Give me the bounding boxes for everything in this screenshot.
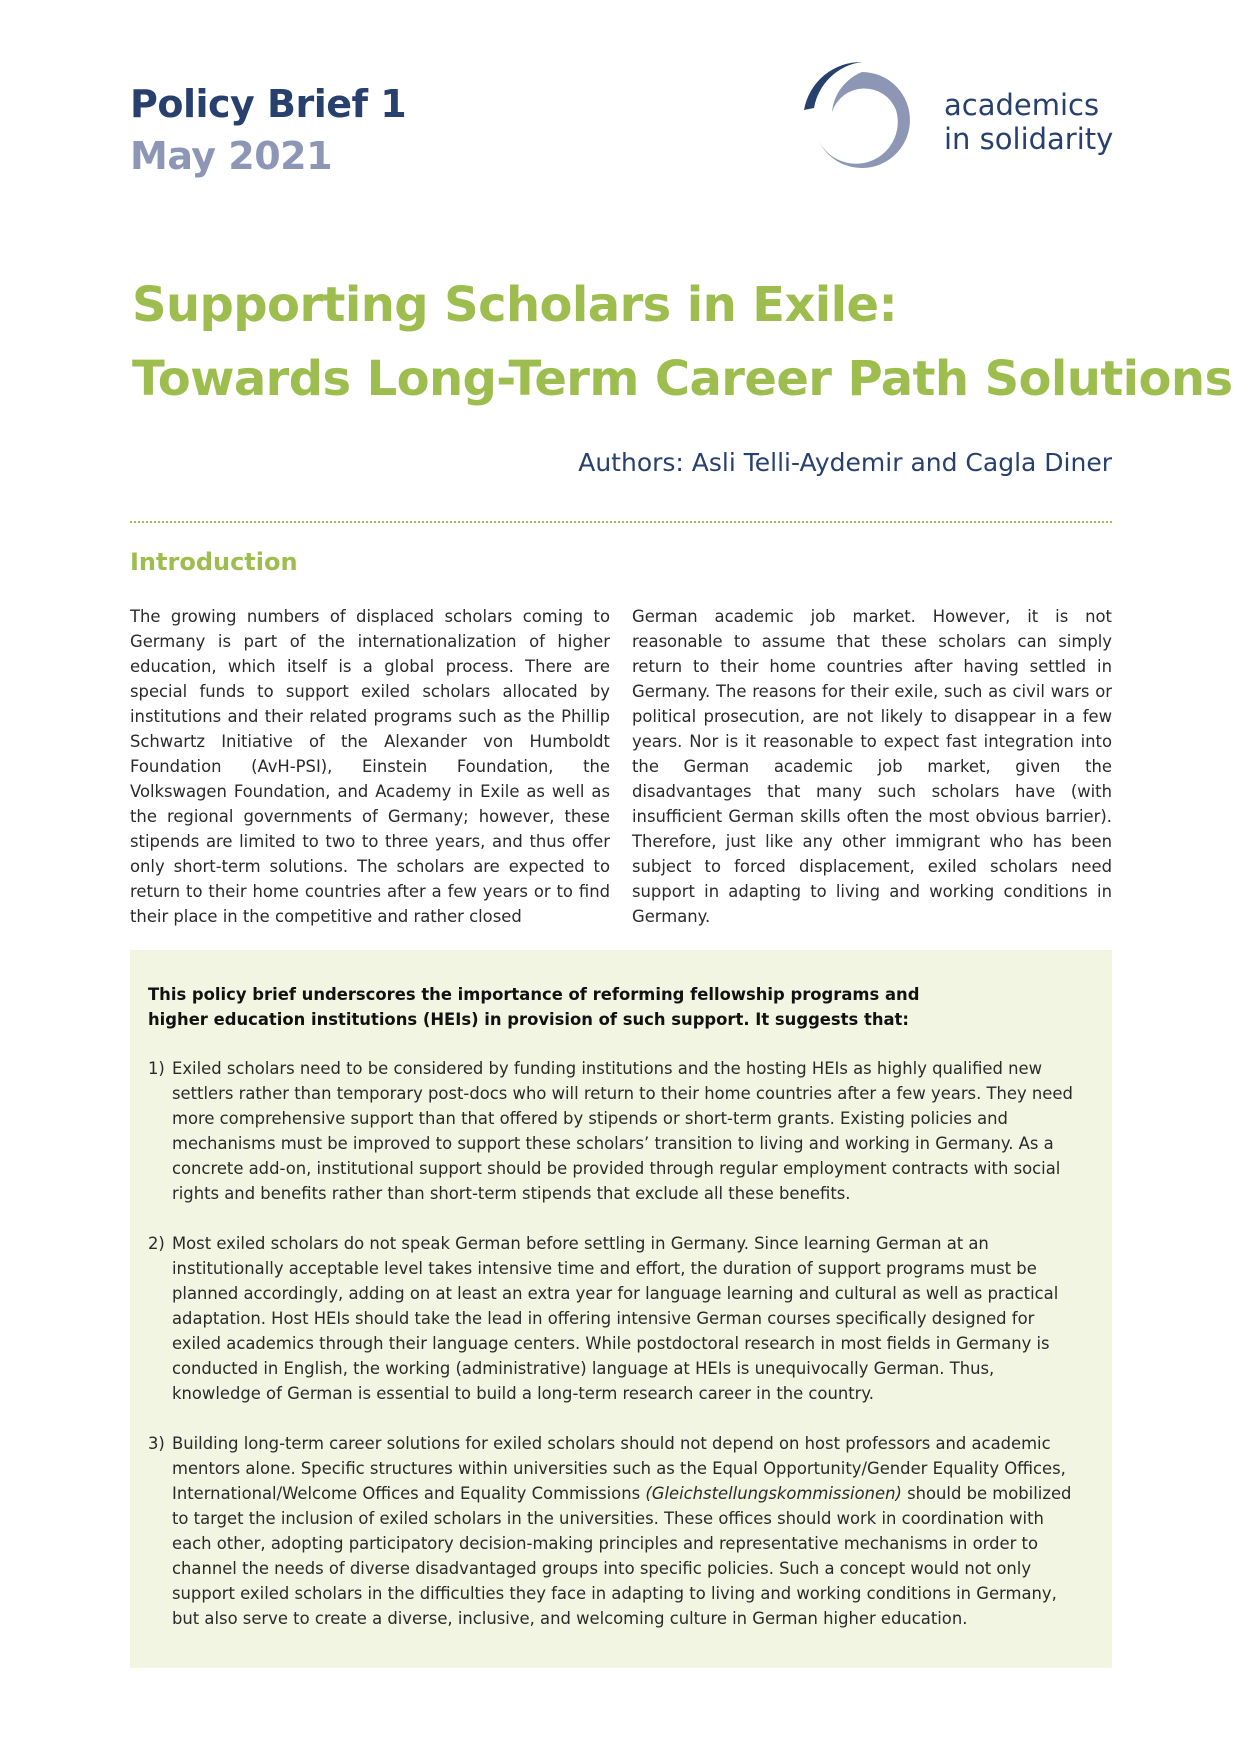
list-item-text-italic: (Gleichstellungskommissionen): [645, 1484, 902, 1503]
list-number: 2): [148, 1234, 165, 1253]
brief-date: May 2021: [130, 134, 333, 178]
list-number: 3): [148, 1434, 165, 1453]
list-item-text: Most exiled scholars do not speak German before settling in Germany. Since learning German at an institutionally acceptable level takes intensive time and effort, the duration of support programs must be planned accordingly, adding on at least an extra year for language learning and cultural as well as practical adaptation. Host HEIs should take the lead in offering intensive German courses specifically designed for exiled academics through their language centers. While postdoctoral research in most fields in Germany is conducted in English, the working (administrative) language at HEIs is unequivocally German. Thus, knowledge of German is essential to build a long-term research career in the country.: [172, 1234, 1059, 1403]
list-item: [148, 1231, 1078, 1406]
logo-wordmark: [944, 88, 1113, 156]
title-line-2: Towards Long-Term Career Path Solutions: [132, 351, 1233, 407]
dotted-divider: [130, 521, 1112, 523]
list-item: [148, 1056, 1078, 1206]
document-title: [132, 268, 1233, 416]
summary-lead: This policy brief underscores the importance of reforming fellowship programs and higher education institutions (HEIs) in provision of such support. It suggests that:: [148, 985, 920, 1029]
list-item: [148, 1431, 1078, 1631]
intro-column-left: The growing numbers of displaced scholars coming to Germany is part of the internationalization of higher education, which itself is a global process. There are special funds to support exiled scholars allocated by institutions and their related programs such as the Phillip Schwartz Initiative of the Alexander von Humboldt Foundation (AvH-PSI), Einstein Foundation, the Volkswagen Foundation, and Academy in Exile as well as the regional governments of Germany; however, these stipends are limited to two to three years, and thus offer only short-term solutions. The scholars are expected to return to their home countries after a few years or to find their place in the competitive and rather closed: [130, 607, 610, 926]
logo-swirl-icon: [792, 50, 932, 190]
academics-in-solidarity-logo: [792, 50, 1122, 190]
authors-line: Authors: Asli Telli-Aydemir and Cagla Diner: [578, 448, 1112, 477]
logo-line-1: academics: [944, 88, 1100, 122]
recommendation-list: [148, 1056, 1078, 1656]
list-item-text: Exiled scholars need to be considered by funding institutions and the hosting HEIs as highly qualified new settlers rather than temporary post-docs who will return to their home countries after a few years. They need more comprehensive support than that offered by stipends or short-term grants. Existing policies and mechanisms must be improved to support these scholars’ transition to living and working in Germany. As a concrete add-on, institutional support should be provided through regular employment contracts with social rights and benefits rather than short-term stipends that exclude all these benefits.: [172, 1059, 1073, 1203]
section-heading-introduction: Introduction: [130, 548, 298, 576]
title-line-1: Supporting Scholars in Exile:: [132, 277, 898, 333]
intro-column-right: German academic job market. However, it is not reasonable to assume that these scholars can simply return to their home countries after having settled in Germany. The reasons for their exile, such as civil wars or political prosecution, are not likely to disappear in a few years. Nor is it reasonable to expect fast integration into the German academic job market, given the disadvantages that many such scholars have (with insufficient German skills often the most obvious barrier). Therefore, just like any other immigrant who has been subject to forced displacement, exiled scholars need support in adapting to living and working conditions in Germany.: [632, 607, 1112, 926]
list-number: 1): [148, 1059, 165, 1078]
list-item-text-start: Building long-term career solutions for exiled scholars should not depend on host professors and academic mentors alone. Specific structures within universities such as the Equal Opportunity/Gender Equality Offices, International/Welcome Offices and Equality Commissions: [172, 1434, 1066, 1503]
brief-label: Policy Brief 1: [130, 82, 407, 126]
list-item-text-end: should be mobilized to target the inclusion of exiled scholars in the universities. These offices should work in coordination with each other, adopting participatory decision-making principles and representative mechanisms in order to channel the needs of diverse disadvantaged groups into specific policies. Such a concept would not only support exiled scholars in the difficulties they face in adapting to living and working conditions in Germany, but also serve to create a diverse, inclusive, and welcoming culture in German higher education.: [172, 1484, 1072, 1628]
policy-summary-box: [130, 950, 1112, 1668]
logo-line-2: in solidarity: [944, 122, 1114, 156]
